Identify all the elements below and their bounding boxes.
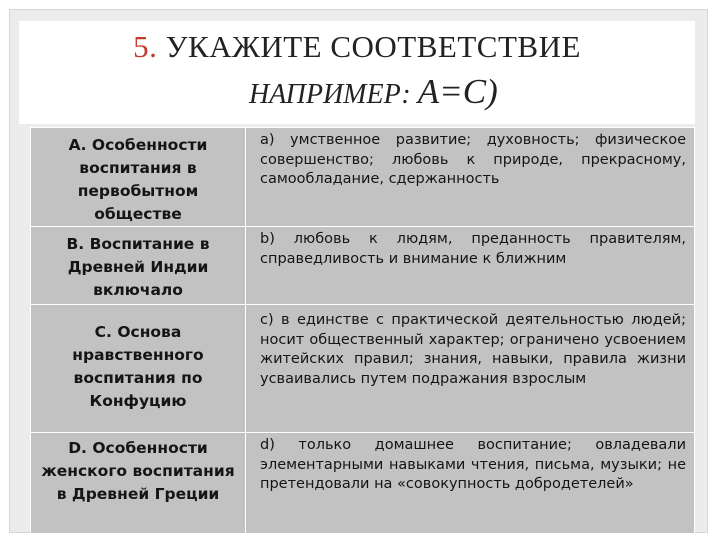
table-cell-term: С. Основа нравственного воспитания по Конфуцию <box>31 305 246 433</box>
matching-table <box>30 127 695 534</box>
slide-title <box>19 21 695 124</box>
table-cell-term: D. Особенности женского воспитания в Древней Греции <box>31 433 246 534</box>
table-cell-definition: c) в единстве с практической деятельностью людей; носит общественный характер; ограничено усвоением житейских правил; знания, навыки, правила жизни усваивались путем подражания взрослым <box>246 305 695 433</box>
table-row <box>31 433 695 534</box>
table-cell-term: А. Особенности воспитания в первобытном обществе <box>31 128 246 227</box>
table-cell-definition: d) только домашнее воспитание; овладевали элементарными навыками чтения, письма, музыки; не претендовали на «совокупность добродетелей» <box>246 433 695 534</box>
table-row <box>31 128 695 227</box>
table-row <box>31 305 695 433</box>
title-example: А=С) <box>417 72 498 111</box>
table-cell-definition: b) любовь к людям, преданность правителям, справедливость и внимание к ближним <box>246 227 695 305</box>
title-line-1 <box>19 29 695 65</box>
table-cell-term: В. Воспитание в Древней Индии включало <box>31 227 246 305</box>
title-heading: УКАЖИТЕ СООТВЕТСТВИЕ <box>165 29 581 64</box>
question-number: 5. <box>133 29 158 64</box>
table-row <box>31 227 695 305</box>
table-cell-definition: а) умственное развитие; духовность; физическое совершенство; любовь к природе, прекрасному, самообладание, сдержанность <box>246 128 695 227</box>
title-line-2 <box>249 72 498 112</box>
title-example-prefix: НАПРИМЕР: <box>249 79 418 110</box>
